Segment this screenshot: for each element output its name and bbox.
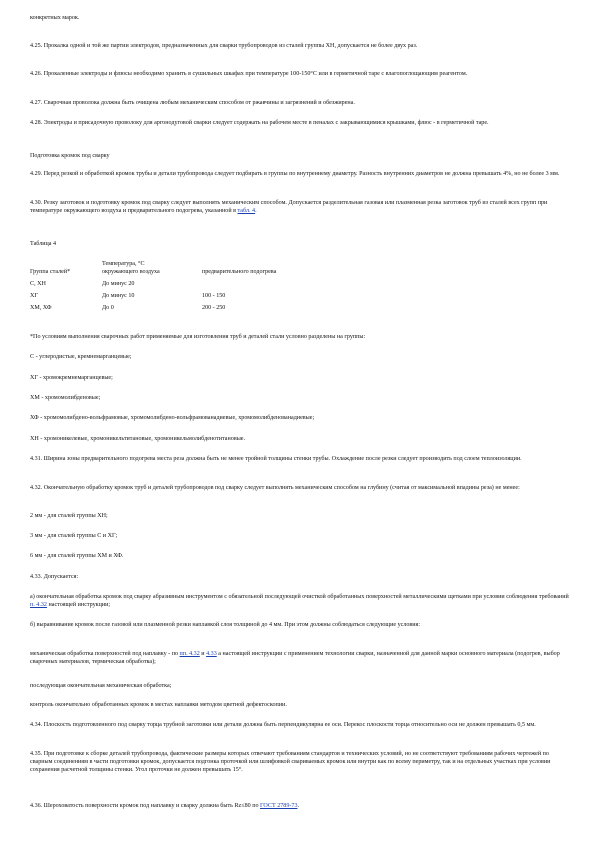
steel-group-xn: ХН - хромоникелевые, хромоникельтитановые, хромоникельмолибденотитановые. (30, 436, 246, 442)
paragraph-4-25: 4.25. Прокалка одной и той же партии электродов, предназначенных для сварки трубопроводов из сталей группы ХН, допускается не более двух раз. (30, 43, 418, 49)
header-preheat: предварительного подогрева (202, 269, 277, 275)
condition-3: контроль окончательно обработанных кромок в местах наплавки методом цветной дефектоскопии. (30, 702, 287, 708)
steel-group-xg: ХГ - хромокремнемарганцевые; (30, 375, 113, 381)
paragraph-4-29: 4.29. Перед резкой и обработкой кромок трубы и детали трубопровода следует подбирать в группы по внутреннему диаметру. Разность внутренних диаметров не должна превышать 4%, но не более 3 мм. (30, 171, 560, 177)
steel-group-xm: ХМ - хромомолибденовые; (30, 395, 101, 401)
section-heading: Подготовка кромок под сварку (30, 153, 110, 159)
paragraph-4-33-b: б) выравнивание кромок после газовой или плазменной резки наплавкой слоя толщиной до 4 мм. При этом должны соблюдаться следующие условия: (30, 622, 421, 628)
condition-1: механическая обработка поверхностей под наплавку - по пп. 4.32 и 4.33 а настоящей инструкции с применением технологии сварки, назначенной для данной марки основного материала (подогрев, выбор сварочных материалов, термическая обработка); (30, 651, 560, 666)
table-caption: Таблица 4 (30, 241, 57, 247)
table-row: ХГ До минус 10 100 - 150 (30, 293, 226, 299)
paragraph-4-28: 4.28. Электроды и присадочную проволоку для аргонодуговой сварки следует содержать на рабочем месте в пеналах с закрывающимися крышками, флюс - в герметичной таре. (30, 120, 489, 126)
paragraph-4-26: 4.26. Прокаленные электроды и флюсы необходимо хранить в сушильных шкафах при температуре 100-150°С или в герметичной таре с влагопоглощающим реагентом. (30, 71, 468, 77)
table-footnote: *По условиям выполнения сварочных работ применяемые для изготовления труб и деталей стали условно разделены на группы: (30, 334, 366, 340)
paragraph-4-34: 4.34. Плоскость подготовленного под сварку торца трубной заготовки или детали должна быть перпендикулярна ее оси. Перекос плоскости торца относительно оси не должен превышать 0,5 мм. (30, 722, 536, 728)
table-row: ХМ, ХФ До 0 200 - 250 (30, 305, 226, 311)
paragraph-4-32: 4.32. Окончательную обработку кромок труб и деталей трубопроводов под сварку следует выполнять механическим способом на глубину (считая от максимальной впадины реза) не менее: (30, 485, 520, 491)
paragraph-4-31: 4.31. Ширина зоны предварительного подогрева места реза должна быть не менее тройной толщины стенки трубы. Охлаждение после резки следует производить под слоем теплоизоляции. (30, 456, 522, 462)
depth-xm-xf: 6 мм - для сталей группы ХМ и ХФ. (30, 553, 124, 559)
steel-group-c: С - углеродистые, кремнемарганцевые; (30, 354, 132, 360)
paragraph-4-30: 4.30. Резку заготовок и подготовку кромок под сварку следует выполнять механическим способом. Допускается разделительная газовая или плазменная резка заготовок труб из сталей всех групп при температуре окружающего воздуха и предварительного подогрева, указанной в табл. 4. (30, 200, 548, 215)
paragraph-4-27: 4.27. Сварочная проволока должна быть очищена любым механическим способом от ржавчины и загрязнений и обезжирена. (30, 100, 355, 106)
condition-2: последующая окончательная механическая обработка; (30, 683, 172, 689)
paragraph-4-35: 4.35. При подготовке к сборке деталей трубопровода, фактические размеры которых отвечают требованиям стандартов и технических условий, но не соответствуют требованиям рабочих чертежей по сварным соединениям в части подготовки кромок, допускается подгонка проточкой или шлифовкой свариваемых кромок или внутри как по всему периметру, так и на отдельных участках при условии сохранения расчетной толщины стенки. Угол проточки не должен превышать 15°. (30, 751, 551, 774)
steel-group-xf: ХФ - хромомолибдено-вольфрамовые, хромомолибдено-вольфрамованадиевые, хромомолибденованадиевые; (30, 415, 315, 421)
paragraph-4-33-a: а) окончательная обработка кромок под сварку абразивным инструментом с обязательной последующей очисткой обработанных поверхностей металлическими щетками при условии соблюдения требований п. 4.32 настоящей инструкции; (30, 594, 569, 609)
header-group: Группа сталей* (30, 269, 71, 275)
depth-xn: 2 мм - для сталей группы ХН; (30, 513, 108, 519)
table-header-row (30, 260, 332, 280)
table-row: С, ХН До минус 20 (30, 281, 135, 287)
table-4 (30, 260, 332, 316)
link-4-33[interactable]: 4.33 (206, 651, 217, 657)
paragraph-continued: конкретных марок. (30, 15, 80, 21)
link-p-4-32[interactable]: п. 4.32 (30, 602, 47, 609)
paragraph-4-33: 4.33. Допускается: (30, 574, 79, 580)
depth-c-xg: 3 мм - для сталей группы С и ХГ; (30, 533, 118, 539)
link-table-4[interactable]: табл. 4 (237, 208, 256, 215)
link-pp-4-32[interactable]: пп. 4.32 (179, 651, 200, 657)
link-gost-2789-73[interactable]: ГОСТ 2789-73 (260, 803, 298, 809)
header-air: Температура, °С окружающего воздуха (102, 261, 160, 276)
paragraph-4-36: 4.36. Шероховатость поверхности кромок под наплавку и сварку должна быть Rz≤80 по ГОСТ 2789-73. (30, 803, 300, 809)
